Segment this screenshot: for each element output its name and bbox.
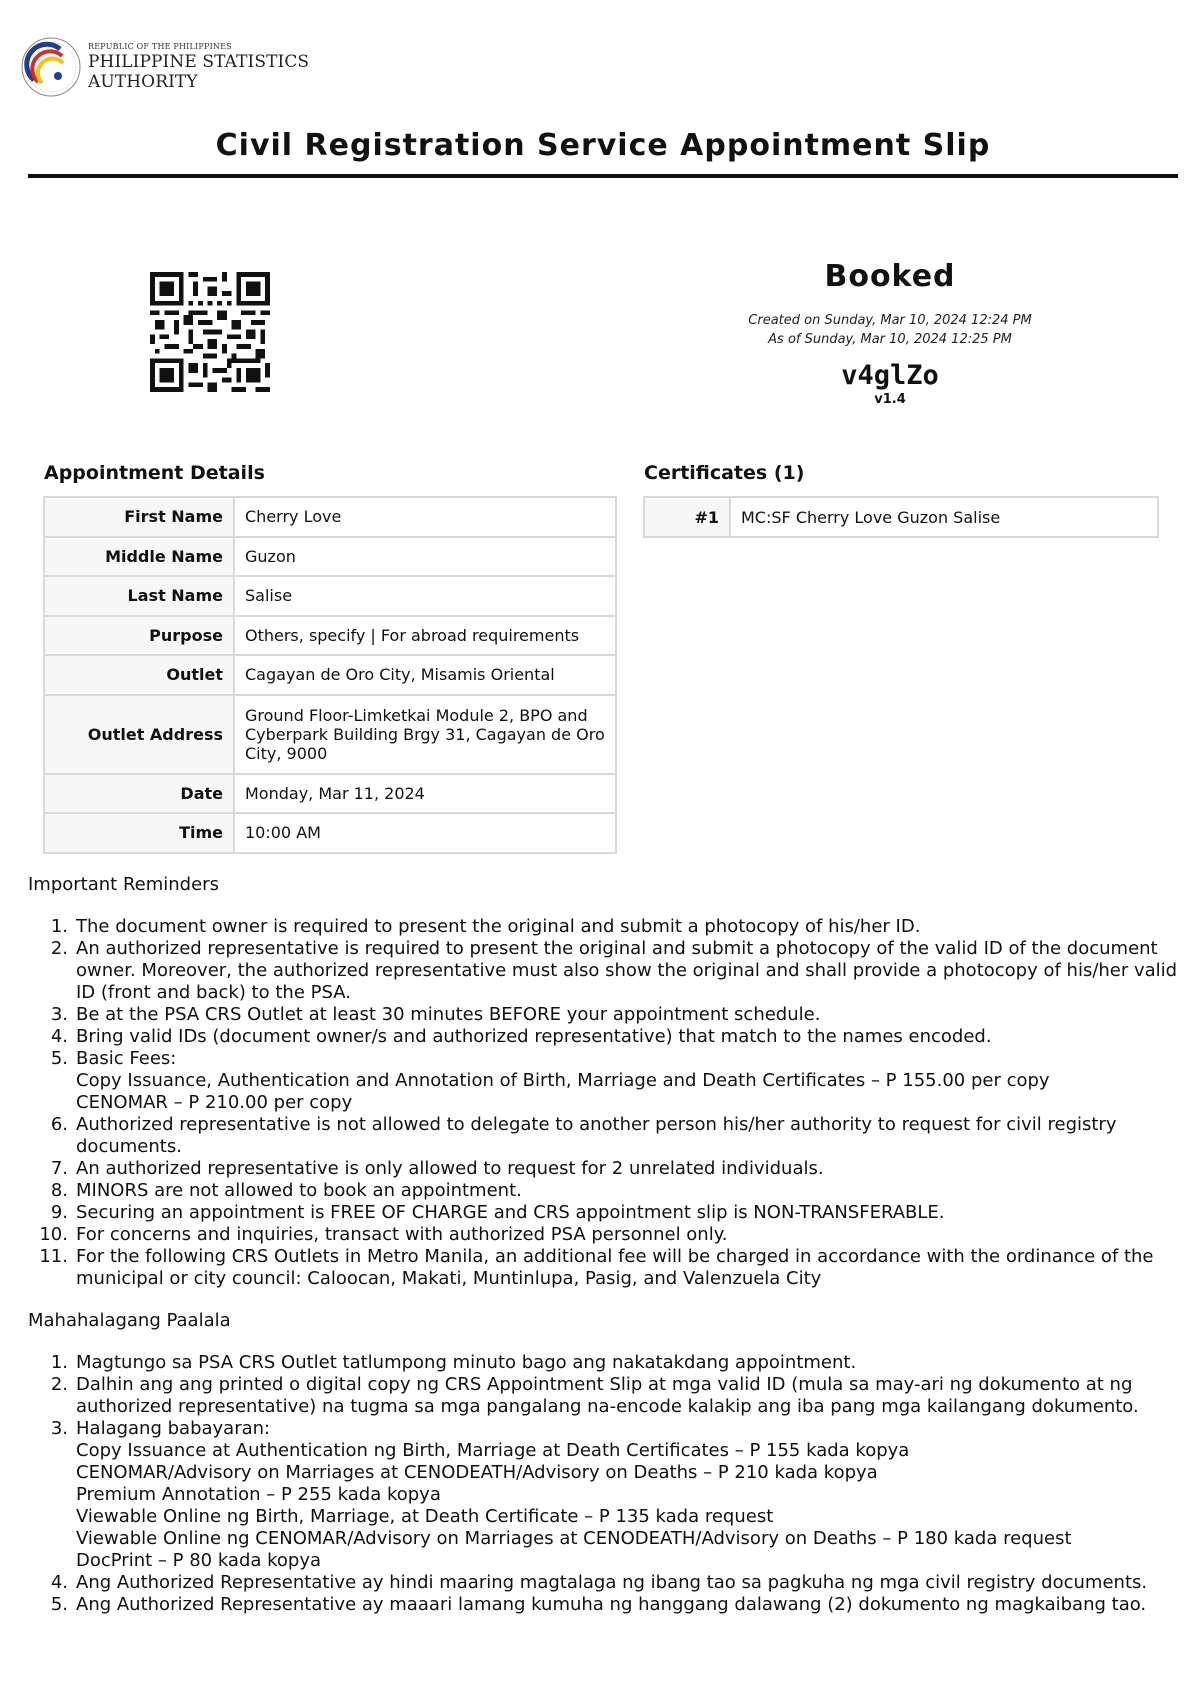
table-row <box>44 616 616 656</box>
list-item <box>28 1418 1180 1572</box>
list-item-number: 3. <box>50 1418 68 1439</box>
list-item-text <box>76 938 1180 1004</box>
important-reminders-heading: Important Reminders <box>28 874 219 895</box>
created-timestamp: Created on Sunday, Mar 10, 2024 12:24 PM <box>748 313 1032 328</box>
certificates-heading: Certificates (1) <box>644 462 805 484</box>
list-item-text <box>76 1374 1180 1418</box>
list-item-text <box>76 1114 1180 1158</box>
list-item-line: Securing an appointment is FREE OF CHARGE and CRS appointment slip is NON-TRANSFERABLE. <box>76 1202 945 1223</box>
list-item-number: 2. <box>50 938 68 959</box>
important-reminders-list <box>28 916 1180 1290</box>
list-item-line: An authorized representative is only allowed to request for 2 unrelated individuals. <box>76 1158 824 1179</box>
list-item-number: 5. <box>50 1594 68 1615</box>
list-item <box>28 1224 1180 1246</box>
list-item <box>28 938 1180 1004</box>
list-item-line: Premium Annotation – P 255 kada kopya <box>76 1484 441 1505</box>
list-item-number: 11. <box>39 1246 68 1267</box>
list-item-line: The document owner is required to present the original and submit a photocopy of his/her ID. <box>76 916 921 937</box>
list-item-number: 9. <box>50 1202 68 1223</box>
list-item-number: 1. <box>50 916 68 937</box>
list-item-text <box>76 1158 1180 1180</box>
row-value: Others, specify | For abroad requirements <box>234 616 616 656</box>
psa-logo <box>20 32 350 102</box>
list-item-line: Ang Authorized Representative ay maaari lamang kumuha ng hanggang dalawang (2) dokumento ng magkaibang tao. <box>76 1594 1147 1615</box>
row-label: Date <box>44 774 234 814</box>
certificate-name: MC:SF Cherry Love Guzon Salise <box>730 497 1158 537</box>
list-item-line: Bring valid IDs (document owner/s and authorized representative) that match to the names encoded. <box>76 1026 992 1047</box>
table-row <box>44 813 616 853</box>
row-value: Monday, Mar 11, 2024 <box>234 774 616 814</box>
row-value: Cagayan de Oro City, Misamis Oriental <box>234 655 616 695</box>
list-item-number: 6. <box>50 1114 68 1135</box>
list-item <box>28 1004 1180 1026</box>
list-item-number: 4. <box>50 1026 68 1047</box>
certificates-table <box>643 496 1159 538</box>
row-value: Salise <box>234 576 616 616</box>
table-row <box>44 497 616 537</box>
row-value: Cherry Love <box>234 497 616 537</box>
row-value: 10:00 AM <box>234 813 616 853</box>
list-item-line: An authorized representative is required to present the original and submit a photocopy of the valid ID of the document owner. Moreover, the authorized representative must also show the original and shall provide a photocopy of his/her valid ID (front and back) to the PSA. <box>76 938 1178 1003</box>
table-row <box>44 695 616 774</box>
page-title: Civil Registration Service Appointment Slip <box>215 128 991 163</box>
list-item <box>28 1594 1180 1616</box>
row-label: Time <box>44 813 234 853</box>
list-item-text <box>76 1246 1180 1290</box>
list-item-number: 7. <box>50 1158 68 1179</box>
list-item-number: 3. <box>50 1004 68 1025</box>
table-row <box>44 774 616 814</box>
list-item-line: Viewable Online ng Birth, Marriage, at Death Certificate – P 135 kada request <box>76 1506 774 1527</box>
list-item-text <box>76 1352 1180 1374</box>
list-item <box>28 1572 1180 1594</box>
title-divider <box>28 174 1178 178</box>
list-item <box>28 1202 1180 1224</box>
list-item-number: 8. <box>50 1180 68 1201</box>
list-item-number: 10. <box>39 1224 68 1245</box>
list-item-text <box>76 1572 1180 1594</box>
list-item-line: Copy Issuance at Authentication ng Birth, Marriage at Death Certificates – P 155 kada kopya <box>76 1440 910 1461</box>
list-item-line: CENOMAR/Advisory on Marriages at CENODEATH/Advisory on Deaths – P 210 kada kopya <box>76 1462 878 1483</box>
list-item <box>28 1352 1180 1374</box>
list-item-text <box>76 1004 1180 1026</box>
list-item-line: Viewable Online ng CENOMAR/Advisory on Marriages at CENODEATH/Advisory on Deaths – P 180 kada request <box>76 1528 1072 1549</box>
list-item-text <box>76 1594 1180 1616</box>
qr-code-icon <box>150 272 270 392</box>
filipino-reminders-heading: Mahahalagang Paalala <box>28 1310 231 1331</box>
list-item-text <box>76 1026 1180 1048</box>
list-item-line: MINORS are not allowed to book an appointment. <box>76 1180 522 1201</box>
appointment-details-heading: Appointment Details <box>44 462 265 484</box>
list-item <box>28 1180 1180 1202</box>
certificate-number: #1 <box>644 497 730 537</box>
list-item <box>28 1246 1180 1290</box>
agency-name: PHILIPPINE STATISTICS AUTHORITY <box>88 52 310 92</box>
list-item <box>28 1114 1180 1158</box>
list-item-line: Authorized representative is not allowed to delegate to another person his/her authority to request for civil registry documents. <box>76 1114 1117 1157</box>
list-item-line: Magtungo sa PSA CRS Outlet tatlumpong minuto bago ang nakatakdang appointment. <box>76 1352 857 1373</box>
table-row <box>44 537 616 577</box>
status-badge: Booked <box>824 259 956 294</box>
list-item <box>28 1374 1180 1418</box>
version-label: v1.4 <box>874 392 906 407</box>
list-item-number: 4. <box>50 1572 68 1593</box>
appointment-status <box>680 255 1100 407</box>
list-item-line: DocPrint – P 80 kada kopya <box>76 1550 322 1571</box>
reference-code: v4glZo <box>841 360 939 391</box>
row-value: Ground Floor-Limketkai Module 2, BPO and Cyberpark Building Brgy 31, Cagayan de Oro City, 9000 <box>234 695 616 774</box>
agency-republic-label: REPUBLIC OF THE PHILIPPINES <box>88 42 232 51</box>
row-label: Purpose <box>44 616 234 656</box>
list-item <box>28 1158 1180 1180</box>
appointment-details-table <box>43 496 617 854</box>
filipino-reminders-list <box>28 1352 1180 1616</box>
list-item-line: Be at the PSA CRS Outlet at least 30 minutes BEFORE your appointment schedule. <box>76 1004 821 1025</box>
list-item-text <box>76 916 1180 938</box>
list-item-line: For the following CRS Outlets in Metro Manila, an additional fee will be charged in accordance with the ordinance of the municipal or city council: Caloocan, Makati, Muntinlupa, Pasig, and Valenzuela City <box>76 1246 1154 1289</box>
list-item-line: Copy Issuance, Authentication and Annotation of Birth, Marriage and Death Certificates – P 155.00 per copy <box>76 1070 1050 1091</box>
list-item-line: Basic Fees: <box>76 1048 177 1069</box>
list-item-text <box>76 1202 1180 1224</box>
row-label: Outlet Address <box>44 695 234 774</box>
list-item-text <box>76 1224 1180 1246</box>
list-item-line: For concerns and inquiries, transact with authorized PSA personnel only. <box>76 1224 728 1245</box>
list-item <box>28 1026 1180 1048</box>
list-item-text <box>76 1048 1180 1114</box>
list-item-number: 2. <box>50 1374 68 1395</box>
row-label: Last Name <box>44 576 234 616</box>
list-item-text <box>76 1180 1180 1202</box>
table-row <box>44 655 616 695</box>
row-value: Guzon <box>234 537 616 577</box>
list-item <box>28 916 1180 938</box>
table-row <box>44 576 616 616</box>
row-label: Middle Name <box>44 537 234 577</box>
as-of-timestamp: As of Sunday, Mar 10, 2024 12:25 PM <box>768 332 1012 347</box>
row-label: First Name <box>44 497 234 537</box>
list-item <box>28 1048 1180 1114</box>
list-item-number: 5. <box>50 1048 68 1069</box>
row-label: Outlet <box>44 655 234 695</box>
list-item-text <box>76 1418 1180 1572</box>
list-item-line: Dalhin ang ang printed o digital copy ng CRS Appointment Slip at mga valid ID (mula sa may-ari ng dokumento at ng authorized representative) na tugma sa mga pangalang na-encode kalakip ang iba pang mga kailangang dokumento. <box>76 1374 1139 1417</box>
list-item-line: Halagang babayaran: <box>76 1418 271 1439</box>
list-item-line: Ang Authorized Representative ay hindi maaring magtalaga ng ibang tao sa pagkuha ng mga civil registry documents. <box>76 1572 1148 1593</box>
psa-seal-icon <box>20 36 82 98</box>
list-item-number: 1. <box>50 1352 68 1373</box>
list-item-line: CENOMAR – P 210.00 per copy <box>76 1092 353 1113</box>
table-row <box>644 497 1158 537</box>
